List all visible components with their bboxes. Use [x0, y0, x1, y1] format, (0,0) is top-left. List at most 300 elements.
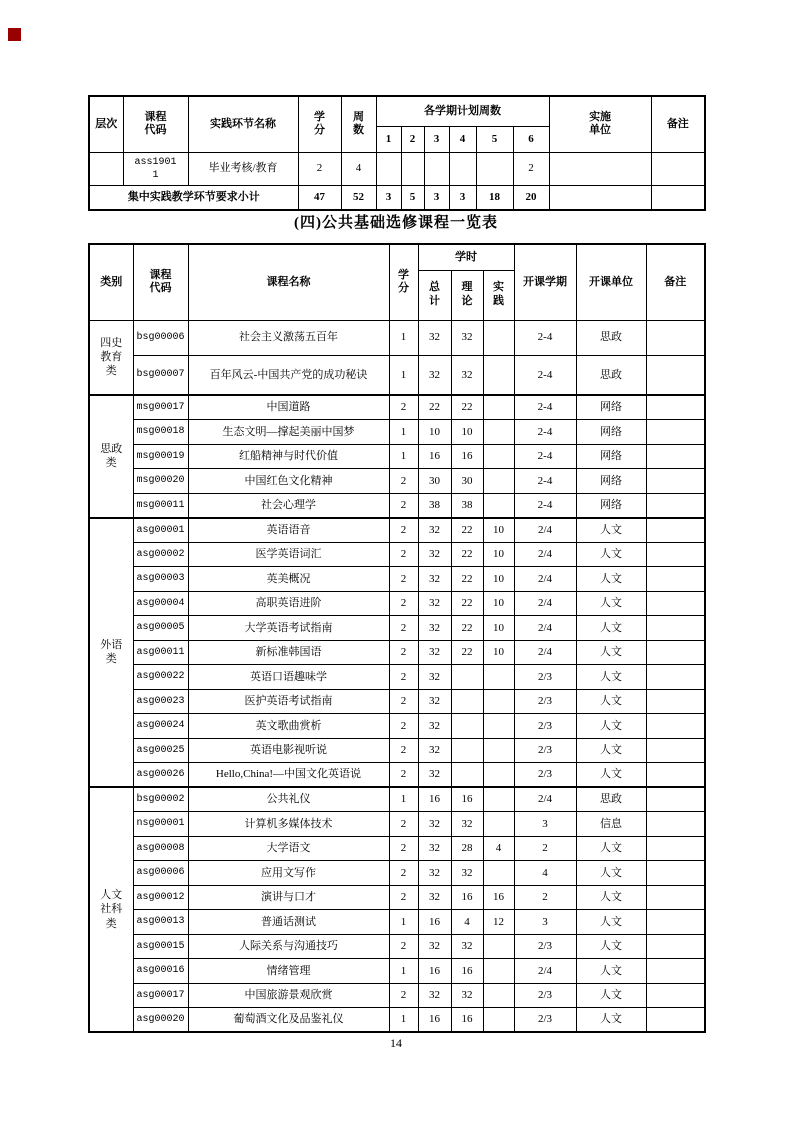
summary-semester-cell: 3	[424, 185, 449, 210]
semester-col-header: 3	[424, 126, 449, 152]
course-name-cell: 计算机多媒体技术	[188, 812, 389, 837]
course-code-cell: asg00003	[133, 567, 188, 592]
semester-cell: 2/3	[514, 738, 576, 763]
col-header-course-code: 课程代码	[133, 244, 188, 320]
note-cell	[646, 983, 705, 1008]
course-row	[89, 616, 705, 641]
hours-theory-cell: 16	[451, 885, 483, 910]
semester-cell: 2/4	[514, 567, 576, 592]
semester-col-header: 5	[476, 126, 513, 152]
hours-total-cell: 32	[418, 542, 451, 567]
semester-cell: 2/4	[514, 518, 576, 543]
semester-col-header: 2	[401, 126, 424, 152]
note-cell	[646, 518, 705, 543]
hours-theory-cell: 32	[451, 320, 483, 355]
course-code-cell: msg00011	[133, 493, 188, 518]
course-code-cell: asg00004	[133, 591, 188, 616]
hours-total-cell: 38	[418, 493, 451, 518]
hours-practice-cell: 10	[483, 591, 514, 616]
col-header-note: 备注	[646, 244, 705, 320]
hours-total-cell: 32	[418, 836, 451, 861]
credit-cell: 2	[389, 812, 418, 837]
impl-unit-cell	[549, 152, 651, 185]
course-row	[89, 444, 705, 469]
note-cell	[646, 910, 705, 935]
hours-total-cell: 16	[418, 1008, 451, 1033]
course-row	[89, 493, 705, 518]
course-name-cell: 社会主义激荡五百年	[188, 320, 389, 355]
practice-row	[89, 152, 705, 185]
hours-practice-cell	[483, 787, 514, 812]
note-cell	[646, 493, 705, 518]
course-row	[89, 542, 705, 567]
hours-theory-cell: 16	[451, 1008, 483, 1033]
hours-total-cell: 16	[418, 444, 451, 469]
course-code-cell: bsg00006	[133, 320, 188, 355]
note-cell	[646, 714, 705, 739]
course-code-cell: asg00023	[133, 689, 188, 714]
col-header-hours-theory: 理论	[451, 270, 483, 320]
semester-cell: 3	[514, 910, 576, 935]
hours-total-cell: 32	[418, 518, 451, 543]
semester-weeks-cell: 2	[513, 152, 549, 185]
summary-label-cell: 集中实践教学环节要求小计	[89, 185, 298, 210]
course-name-cell: 情绪管理	[188, 959, 389, 984]
hours-practice-cell	[483, 714, 514, 739]
semester-cell: 3	[514, 812, 576, 837]
course-name-cell: 演讲与口才	[188, 885, 389, 910]
hours-total-cell: 32	[418, 812, 451, 837]
course-name-cell: 中国道路	[188, 395, 389, 420]
unit-cell: 人文	[576, 1008, 646, 1033]
hours-total-cell: 32	[418, 983, 451, 1008]
note-cell	[646, 320, 705, 355]
credit-cell: 1	[389, 910, 418, 935]
unit-cell: 网络	[576, 395, 646, 420]
course-name-cell: 普通话测试	[188, 910, 389, 935]
course-code-cell: asg00013	[133, 910, 188, 935]
hours-practice-cell	[483, 689, 514, 714]
credit-cell: 1	[389, 444, 418, 469]
credit-cell: 2	[389, 689, 418, 714]
hours-practice-cell	[483, 395, 514, 420]
credit-cell: 2	[389, 861, 418, 886]
hours-theory-cell: 32	[451, 934, 483, 959]
hours-practice-cell	[483, 983, 514, 1008]
hours-practice-cell: 12	[483, 910, 514, 935]
unit-cell: 思政	[576, 787, 646, 812]
col-header-hours-practice: 实践	[483, 270, 514, 320]
course-code-cell: asg00025	[133, 738, 188, 763]
course-name-cell: 应用文写作	[188, 861, 389, 886]
semester-cell: 2	[514, 885, 576, 910]
hours-total-cell: 32	[418, 861, 451, 886]
hours-total-cell: 32	[418, 355, 451, 395]
practice-name-cell: 毕业考核/教育	[188, 152, 298, 185]
summary-semester-cell: 3	[449, 185, 476, 210]
level-cell	[89, 152, 123, 185]
course-code-cell: msg00017	[133, 395, 188, 420]
hours-total-cell: 22	[418, 395, 451, 420]
course-code-cell: msg00019	[133, 444, 188, 469]
semester-cell: 2/4	[514, 616, 576, 641]
red-corner-marker	[8, 28, 21, 41]
course-name-cell: 英语语音	[188, 518, 389, 543]
hours-total-cell: 10	[418, 420, 451, 445]
summary-semester-cell: 20	[513, 185, 549, 210]
practice-summary-row	[89, 185, 705, 210]
col-header-weeks: 周数	[341, 96, 376, 152]
course-code-cell: bsg00002	[133, 787, 188, 812]
semester-cell: 2/3	[514, 934, 576, 959]
hours-practice-cell	[483, 861, 514, 886]
course-row	[89, 640, 705, 665]
unit-cell: 人文	[576, 738, 646, 763]
semester-cell: 2	[514, 836, 576, 861]
course-row	[89, 738, 705, 763]
course-code-cell: asg00015	[133, 934, 188, 959]
semester-cell: 2-4	[514, 444, 576, 469]
unit-cell: 网络	[576, 444, 646, 469]
course-name-cell: 大学语文	[188, 836, 389, 861]
hours-theory-cell: 28	[451, 836, 483, 861]
hours-total-cell: 32	[418, 665, 451, 690]
note-cell	[646, 591, 705, 616]
hours-theory-cell	[451, 714, 483, 739]
note-cell	[646, 469, 705, 494]
note-cell	[646, 355, 705, 395]
credit-cell: 2	[389, 567, 418, 592]
semester-cell: 2/3	[514, 983, 576, 1008]
course-row	[89, 885, 705, 910]
semester-cell: 2/4	[514, 959, 576, 984]
unit-cell: 人文	[576, 640, 646, 665]
hours-practice-cell: 10	[483, 616, 514, 641]
unit-cell: 思政	[576, 355, 646, 395]
col-header-credit: 学分	[298, 96, 341, 152]
note-cell	[651, 152, 705, 185]
hours-practice-cell	[483, 469, 514, 494]
unit-cell: 人文	[576, 591, 646, 616]
semester-cell: 2/3	[514, 714, 576, 739]
semester-cell: 2-4	[514, 395, 576, 420]
credit-cell: 1	[389, 787, 418, 812]
course-name-cell: 英语电影视听说	[188, 738, 389, 763]
category-cell: 外语类	[89, 518, 133, 788]
hours-theory-cell: 4	[451, 910, 483, 935]
hours-theory-cell: 16	[451, 444, 483, 469]
semester-weeks-cell	[476, 152, 513, 185]
hours-total-cell: 16	[418, 959, 451, 984]
course-code-cell: asg00011	[133, 640, 188, 665]
semester-cell: 2/4	[514, 787, 576, 812]
course-row	[89, 934, 705, 959]
summary-weeks-cell: 52	[341, 185, 376, 210]
note-cell	[646, 1008, 705, 1033]
course-row	[89, 787, 705, 812]
unit-cell: 人文	[576, 665, 646, 690]
credit-cell: 2	[298, 152, 341, 185]
credit-cell: 2	[389, 469, 418, 494]
hours-theory-cell: 38	[451, 493, 483, 518]
note-cell	[646, 567, 705, 592]
semester-cell: 2/4	[514, 542, 576, 567]
note-cell	[646, 444, 705, 469]
course-code-cell: asg00020	[133, 1008, 188, 1033]
credit-cell: 2	[389, 665, 418, 690]
unit-cell: 人文	[576, 518, 646, 543]
unit-cell: 网络	[576, 420, 646, 445]
course-code-cell: asg00012	[133, 885, 188, 910]
semester-cell: 2-4	[514, 469, 576, 494]
semester-cell: 2-4	[514, 493, 576, 518]
note-cell	[646, 689, 705, 714]
unit-cell: 人文	[576, 567, 646, 592]
course-name-cell: 社会心理学	[188, 493, 389, 518]
col-header-semester-plan: 各学期计划周数	[376, 96, 549, 126]
hours-practice-cell: 10	[483, 640, 514, 665]
semester-cell: 2/4	[514, 591, 576, 616]
credit-cell: 2	[389, 738, 418, 763]
credit-cell: 1	[389, 355, 418, 395]
hours-total-cell: 32	[418, 714, 451, 739]
hours-theory-cell	[451, 763, 483, 788]
hours-theory-cell: 32	[451, 355, 483, 395]
course-row	[89, 518, 705, 543]
credit-cell: 2	[389, 885, 418, 910]
course-name-cell: 医护英语考试指南	[188, 689, 389, 714]
course-row	[89, 1008, 705, 1033]
course-name-cell: 公共礼仪	[188, 787, 389, 812]
hours-theory-cell: 10	[451, 420, 483, 445]
course-name-cell: 中国红色文化精神	[188, 469, 389, 494]
semester-cell: 2/3	[514, 763, 576, 788]
course-row	[89, 959, 705, 984]
hours-practice-cell	[483, 444, 514, 469]
semester-cell: 2-4	[514, 420, 576, 445]
weeks-cell: 4	[341, 152, 376, 185]
hours-theory-cell	[451, 665, 483, 690]
course-row	[89, 567, 705, 592]
practice-table	[88, 95, 706, 211]
note-cell	[646, 542, 705, 567]
unit-cell: 网络	[576, 493, 646, 518]
hours-practice-cell: 10	[483, 567, 514, 592]
semester-weeks-cell	[376, 152, 401, 185]
col-header-level: 层次	[89, 96, 123, 152]
hours-theory-cell	[451, 738, 483, 763]
hours-total-cell: 32	[418, 763, 451, 788]
unit-cell: 人文	[576, 836, 646, 861]
page-number: 14	[390, 1036, 402, 1050]
course-row	[89, 320, 705, 355]
col-header-category: 类别	[89, 244, 133, 320]
unit-cell: 思政	[576, 320, 646, 355]
course-name-cell: 英语口语趣味学	[188, 665, 389, 690]
semester-weeks-cell	[449, 152, 476, 185]
summary-credit-cell: 47	[298, 185, 341, 210]
credit-cell: 2	[389, 591, 418, 616]
col-header-impl-unit: 实施单位	[549, 96, 651, 152]
hours-practice-cell	[483, 738, 514, 763]
col-header-hours-total: 总计	[418, 270, 451, 320]
course-name-cell: 英美概况	[188, 567, 389, 592]
course-row	[89, 665, 705, 690]
course-name-cell: 高职英语进阶	[188, 591, 389, 616]
hours-practice-cell	[483, 1008, 514, 1033]
hours-practice-cell: 10	[483, 542, 514, 567]
unit-cell: 人文	[576, 885, 646, 910]
unit-cell: 人文	[576, 714, 646, 739]
course-row	[89, 910, 705, 935]
hours-practice-cell	[483, 420, 514, 445]
course-code-cell: asg00017	[133, 983, 188, 1008]
course-code-cell: asg00024	[133, 714, 188, 739]
credit-cell: 1	[389, 1008, 418, 1033]
note-cell	[646, 665, 705, 690]
semester-cell: 2/3	[514, 1008, 576, 1033]
unit-cell: 人文	[576, 689, 646, 714]
summary-semester-cell: 5	[401, 185, 424, 210]
unit-cell: 网络	[576, 469, 646, 494]
hours-theory-cell: 22	[451, 567, 483, 592]
hours-total-cell: 32	[418, 320, 451, 355]
col-header-practice-name: 实践环节名称	[188, 96, 298, 152]
course-code-cell: asg00005	[133, 616, 188, 641]
col-header-semester: 开课学期	[514, 244, 576, 320]
hours-practice-cell	[483, 355, 514, 395]
course-name-cell: 人际关系与沟通技巧	[188, 934, 389, 959]
hours-total-cell: 30	[418, 469, 451, 494]
hours-theory-cell: 32	[451, 861, 483, 886]
course-name-cell: 葡萄酒文化及品鉴礼仪	[188, 1008, 389, 1033]
hours-theory-cell: 30	[451, 469, 483, 494]
course-row	[89, 983, 705, 1008]
hours-theory-cell: 22	[451, 591, 483, 616]
hours-theory-cell: 22	[451, 640, 483, 665]
hours-practice-cell	[483, 665, 514, 690]
hours-total-cell: 32	[418, 640, 451, 665]
summary-semester-cell: 3	[376, 185, 401, 210]
credit-cell: 1	[389, 320, 418, 355]
hours-practice-cell: 4	[483, 836, 514, 861]
semester-cell: 2-4	[514, 355, 576, 395]
course-row	[89, 355, 705, 395]
hours-theory-cell: 16	[451, 959, 483, 984]
course-name-cell: Hello,China!—中国文化英语说	[188, 763, 389, 788]
semester-cell: 2/4	[514, 640, 576, 665]
unit-cell: 人文	[576, 763, 646, 788]
unit-cell: 人文	[576, 983, 646, 1008]
course-code-cell: msg00018	[133, 420, 188, 445]
note-cell	[646, 861, 705, 886]
credit-cell: 2	[389, 714, 418, 739]
course-name-cell: 新标准韩国语	[188, 640, 389, 665]
course-row	[89, 689, 705, 714]
hours-theory-cell: 32	[451, 983, 483, 1008]
course-name-cell: 大学英语考试指南	[188, 616, 389, 641]
course-name-cell: 医学英语词汇	[188, 542, 389, 567]
course-name-cell: 红船精神与时代价值	[188, 444, 389, 469]
course-code-cell: asg00008	[133, 836, 188, 861]
category-cell: 思政类	[89, 395, 133, 518]
note-cell	[646, 959, 705, 984]
hours-total-cell: 32	[418, 616, 451, 641]
hours-total-cell: 32	[418, 689, 451, 714]
note-cell	[646, 812, 705, 837]
semester-cell: 2-4	[514, 320, 576, 355]
hours-theory-cell: 22	[451, 395, 483, 420]
course-row	[89, 836, 705, 861]
col-header-note: 备注	[651, 96, 705, 152]
unit-cell: 人文	[576, 910, 646, 935]
unit-cell: 信息	[576, 812, 646, 837]
credit-cell: 1	[389, 959, 418, 984]
col-header-hours-group: 学时	[418, 244, 514, 270]
course-code-cell: asg00001	[133, 518, 188, 543]
course-code-cell: asg00026	[133, 763, 188, 788]
hours-theory-cell: 22	[451, 518, 483, 543]
semester-cell: 4	[514, 861, 576, 886]
hours-practice-cell: 10	[483, 518, 514, 543]
credit-cell: 2	[389, 934, 418, 959]
col-header-course-code: 课程代码	[123, 96, 188, 152]
col-header-unit: 开课单位	[576, 244, 646, 320]
course-row	[89, 591, 705, 616]
course-name-cell: 英文歌曲赏析	[188, 714, 389, 739]
hours-practice-cell	[483, 959, 514, 984]
hours-total-cell: 32	[418, 738, 451, 763]
credit-cell: 2	[389, 983, 418, 1008]
note-cell	[646, 885, 705, 910]
course-row	[89, 861, 705, 886]
course-name-cell: 百年风云-中国共产党的成功秘诀	[188, 355, 389, 395]
note-cell	[646, 738, 705, 763]
category-cell: 四史教育类	[89, 320, 133, 395]
hours-practice-cell	[483, 493, 514, 518]
hours-total-cell: 32	[418, 567, 451, 592]
course-code-cell: bsg00007	[133, 355, 188, 395]
credit-cell: 1	[389, 420, 418, 445]
semester-cell: 2/3	[514, 689, 576, 714]
semester-col-header: 4	[449, 126, 476, 152]
unit-cell: 人文	[576, 861, 646, 886]
credit-cell: 2	[389, 640, 418, 665]
credit-cell: 2	[389, 836, 418, 861]
course-code-cell: msg00020	[133, 469, 188, 494]
hours-total-cell: 32	[418, 591, 451, 616]
hours-total-cell: 32	[418, 885, 451, 910]
note-cell	[646, 616, 705, 641]
credit-cell: 2	[389, 763, 418, 788]
semester-col-header: 6	[513, 126, 549, 152]
course-row	[89, 469, 705, 494]
hours-total-cell: 16	[418, 787, 451, 812]
summary-semester-cell: 18	[476, 185, 513, 210]
elective-courses-table	[88, 243, 706, 1033]
note-cell	[646, 420, 705, 445]
course-code-cell: asg00016	[133, 959, 188, 984]
note-cell	[646, 787, 705, 812]
course-row	[89, 395, 705, 420]
unit-cell: 人文	[576, 542, 646, 567]
note-cell	[646, 934, 705, 959]
hours-theory-cell: 22	[451, 616, 483, 641]
course-row	[89, 763, 705, 788]
credit-cell: 2	[389, 395, 418, 420]
section-title: (四)公共基础选修课程一览表	[294, 215, 498, 231]
summary-unit-cell	[549, 185, 651, 210]
